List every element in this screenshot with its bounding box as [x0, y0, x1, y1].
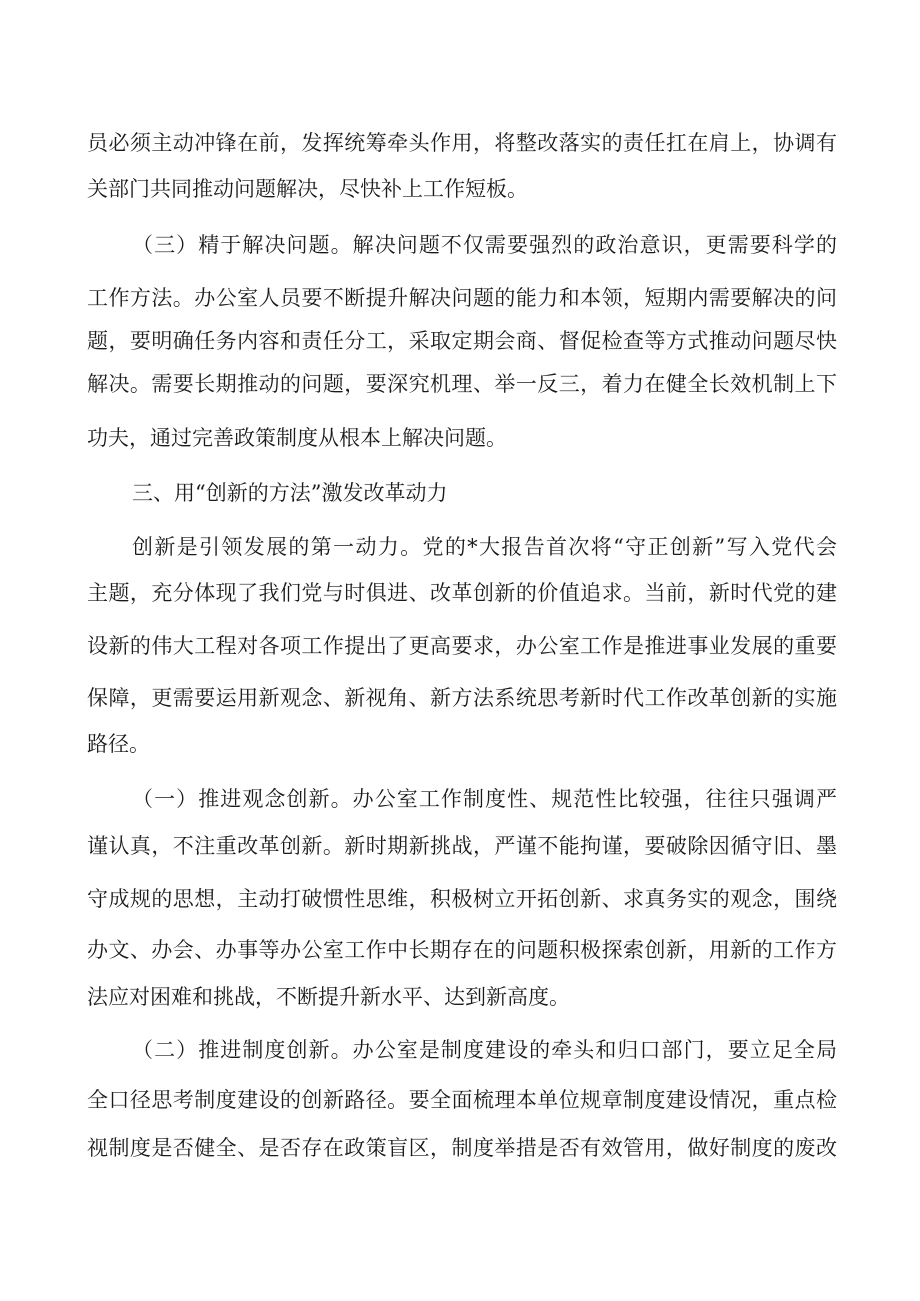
section-heading: 三、用“创新的方法”激发改革动力	[132, 481, 448, 505]
text-line: 关部门共同推动问题解决，尽快补上工作短板。	[87, 177, 528, 201]
text-line: 谨认真，不注重改革创新。新时期新挑战，严谨不能拘谨，要破除因循守旧、墨	[87, 834, 837, 858]
text-line: 员必须主动冲锋在前，发挥统筹牵头作用，将整改落实的责任扛在肩上，协调有	[87, 131, 837, 155]
text-line: 功夫，通过完善政策制度从根本上解决问题。	[87, 426, 507, 450]
paragraph-heading-line: （二）推进制度创新。办公室是制度建设的牵头和归口部门，要立足全局	[132, 1038, 837, 1062]
text-line: 法应对困难和挑战，不断提升新水平、达到新高度。	[87, 985, 570, 1009]
text-line: 办文、办会、办事等办公室工作中长期存在的问题积极探索创新，用新的工作方	[87, 938, 837, 962]
text-line: 解决。需要长期推动的问题，要深究机理、举一反三，着力在健全长效机制上下	[87, 372, 837, 396]
paragraph-first-line: 创新是引领发展的第一动力。党的*大报告首次将“守正创新”写入党代会	[132, 535, 837, 559]
paragraph-heading-line: （一）推进观念创新。办公室工作制度性、规范性比较强，往往只强调严	[132, 787, 837, 811]
text-line: 保障，更需要运用新观念、新视角、新方法系统思考新时代工作改革创新的实施	[87, 686, 837, 710]
text-line: 全口径思考制度建设的创新路径。要全面梳理本单位规章制度建设情况，重点检	[87, 1088, 837, 1112]
text-line: 工作方法。办公室人员要不断提升解决问题的能力和本领，短期内需要解决的问	[87, 286, 837, 310]
text-line: 守成规的思想，主动打破惯性思维，积极树立开拓创新、求真务实的观念，围绕	[87, 887, 837, 911]
text-line: 视制度是否健全、是否存在政策盲区，制度举措是否有效管用，做好制度的废改	[87, 1136, 837, 1160]
text-line: 题，要明确任务内容和责任分工，采取定期会商、督促检查等方式推动问题尽快	[87, 329, 837, 353]
paragraph-heading-line: （三）精于解决问题。解决问题不仅需要强烈的政治意识，更需要科学的	[132, 233, 837, 257]
text-line: 主题，充分体现了我们党与时俱进、改革创新的价值追求。当前，新时代党的建	[87, 581, 837, 605]
text-line: 路径。	[87, 732, 150, 756]
text-line: 设新的伟大工程对各项工作提出了更高要求，办公室工作是推进事业发展的重要	[87, 634, 837, 658]
